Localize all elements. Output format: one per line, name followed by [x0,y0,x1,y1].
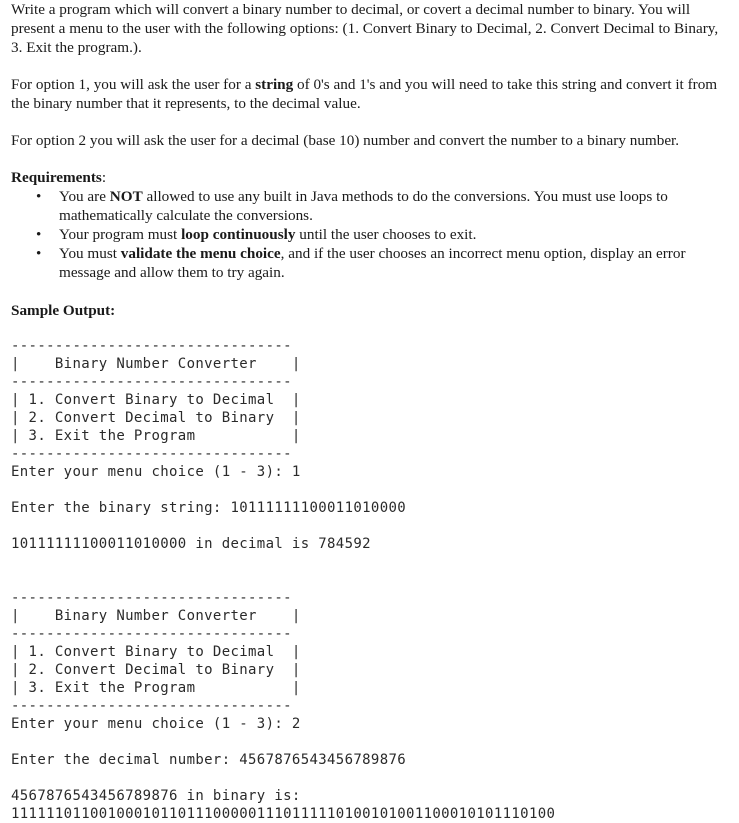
decimal-result: 10111111100011010000 in decimal is 784592 [11,536,371,552]
menu-divider: -------------------------------- [11,626,292,642]
menu-divider: -------------------------------- [11,374,292,390]
requirement-item [59,225,733,244]
option1-paragraph [11,75,733,113]
menu-choice-prompt: Enter your menu choice (1 - 3): 2 [11,716,301,732]
menu-title: | Binary Number Converter | [11,356,301,372]
menu-divider: -------------------------------- [11,590,292,606]
requirements-heading-label: Requirements [11,169,102,186]
sample-console-output [11,337,733,823]
requirements-heading [11,168,733,187]
option2-paragraph: For option 2 you will ask the user for a decimal (base 10) number and convert the number to a binary number. [11,132,680,149]
requirement-item [59,187,733,225]
menu-title: | Binary Number Converter | [11,608,301,624]
decimal-input-prompt: Enter the decimal number: 4567876543456789876 [11,752,407,768]
menu-choice-prompt: Enter your menu choice (1 - 3): 1 [11,464,301,480]
binary-result-value: 11111101100100010110111000001110111110100101001100010101110100 [11,806,556,822]
binary-input-prompt: Enter the binary string: 10111111100011010000 [11,500,407,516]
requirement-text-after: allowed to use any built in Java methods to do the conversions. You must use loops to mathematically calculate the conversions. [59,188,668,224]
requirement-bold: NOT [109,188,143,205]
requirement-bold: validate the menu choice [120,245,281,262]
menu-divider: -------------------------------- [11,338,292,354]
requirement-text-after: until the user chooses to exit. [295,226,477,243]
requirement-text-after: , and if the user chooses an incorrect menu option, display an error message and allow them to try again. [59,245,686,281]
requirement-text-before: You must [59,245,121,262]
binary-result-label: 4567876543456789876 in binary is: [11,788,301,804]
option1-text-before: For option 1, you will ask the user for a [11,76,256,93]
menu-divider: -------------------------------- [11,446,292,462]
option1-text-after: of 0's and 1's and you will need to take this string and convert it from the binary number that it represents, to the decimal value. [11,76,718,112]
menu-item: | 3. Exit the Program | [11,680,301,696]
requirement-text-before: Your program must [59,226,182,243]
document [11,0,733,823]
menu-divider: -------------------------------- [11,698,292,714]
sample-output-heading: Sample Output: [11,302,116,319]
requirements-heading-colon: : [101,169,107,186]
requirement-bold: loop continuously [181,226,296,243]
menu-item: | 3. Exit the Program | [11,428,301,444]
menu-item: | 2. Convert Decimal to Binary | [11,410,301,426]
requirement-text-before: You are [59,188,110,205]
intro-paragraph: Write a program which will convert a binary number to decimal, or covert a decimal number to binary. You will present a menu to the user with the following options: (1. Convert Binary to Decimal, 2. Convert Decimal to Binary, 3. Exit the program.). [11,1,719,56]
menu-item: | 1. Convert Binary to Decimal | [11,644,301,660]
option1-bold-word: string [255,76,294,93]
requirements-list [11,187,733,282]
menu-item: | 2. Convert Decimal to Binary | [11,662,301,678]
menu-item: | 1. Convert Binary to Decimal | [11,392,301,408]
requirement-item [59,244,733,282]
